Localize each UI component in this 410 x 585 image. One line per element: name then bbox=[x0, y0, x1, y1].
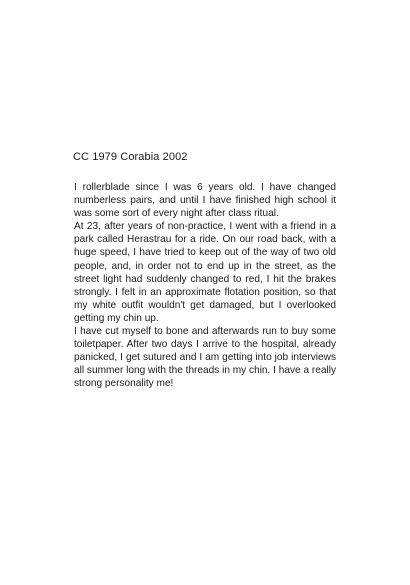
paragraph-2: At 23, after years of non-practice, I went with a friend in a park called Herastrau for a ride. On our road back, with a huge speed, I have tried to keep out of the way of two old people, and, in order not to end up in the street, as the street light had suddenly changed to red, I hit the brakes strongly. I felt in an approximate flotation position, so that my white outfit wouldn't get damaged, but I overlooked getting my chin up. bbox=[74, 221, 336, 324]
paragraph-3: I have cut myself to bone and afterwards run to buy some toiletpaper. After two days I arrive to the hospital, already panicked, I get sutured and I am getting into job interviews all summer long with the threads in my chin. I have a really strong personality me! bbox=[74, 326, 336, 390]
paragraph-1: I rollerblade since I was 6 years old. I have changed numberless pairs, and until I have finished high school it was some sort of every night after class ritual. bbox=[74, 182, 336, 220]
story-text bbox=[74, 181, 336, 391]
document-heading: CC 1979 Corabia 2002 bbox=[73, 151, 188, 163]
